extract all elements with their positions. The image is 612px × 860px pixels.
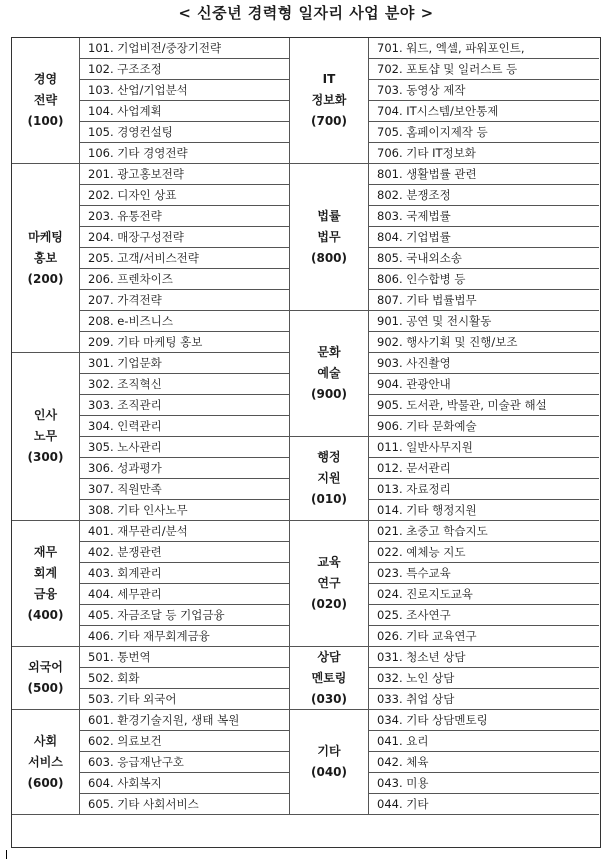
table-row (369, 353, 599, 374)
item-label: 404. 세무관리 (88, 587, 162, 601)
table-row (369, 332, 599, 353)
category-name: 행정 (317, 450, 341, 464)
item-label: 406. 기타 재무회계금융 (88, 629, 210, 643)
table-row (80, 185, 290, 206)
category-cell (290, 164, 369, 311)
category-name: 멘토링 (311, 670, 347, 685)
item-label: 603. 응급재난구호 (88, 755, 184, 769)
item-label: 304. 인력관리 (88, 419, 162, 433)
table-row (80, 311, 290, 332)
table-row (80, 668, 290, 689)
category-name: 전략 (33, 93, 58, 107)
item-label: 405. 자금조달 등 기업금융 (88, 608, 225, 622)
table-row (80, 731, 290, 752)
text-cursor-mark (6, 850, 7, 859)
category-code: (200) (27, 271, 64, 286)
item-label: 806. 인수합병 등 (377, 272, 466, 286)
table-row (369, 311, 599, 332)
category-code: (800) (310, 250, 348, 265)
category-cell (12, 164, 80, 353)
table-row (369, 227, 599, 248)
table-row (80, 164, 290, 185)
table-row (80, 143, 290, 164)
item-label: 904. 관광안내 (377, 377, 451, 391)
item-label: 024. 진로지도교육 (377, 587, 473, 601)
item-label: 203. 유통전략 (88, 209, 162, 223)
item-label: 801. 생활법률 관련 (377, 167, 477, 181)
table-row (80, 80, 290, 101)
item-label: 705. 홈페이지제작 등 (377, 125, 488, 139)
item-label: 805. 국내외소송 (377, 251, 462, 265)
item-label: 303. 조직관리 (88, 398, 162, 412)
item-label: 902. 행사기획 및 진행/보조 (377, 335, 518, 349)
category-name: 법률 (317, 208, 341, 223)
table-row (369, 710, 599, 731)
table-row (369, 164, 599, 185)
category-code: (400) (27, 607, 64, 622)
table-row (369, 80, 599, 101)
item-label: 102. 구조조정 (88, 62, 162, 76)
category-name: 연구 (317, 576, 341, 590)
category-cell (290, 647, 369, 710)
table-row (80, 227, 290, 248)
item-label: 043. 미용 (377, 776, 429, 790)
item-label: 201. 광고홍보전략 (88, 167, 184, 181)
table-row (80, 416, 290, 437)
item-label: 501. 통번역 (88, 650, 151, 664)
table-row (369, 143, 599, 164)
table-row (369, 122, 599, 143)
table-row (369, 773, 599, 794)
item-label: 903. 사진촬영 (377, 356, 451, 370)
category-cell (12, 647, 80, 710)
table-row (80, 395, 290, 416)
category-name: 인사 (33, 408, 58, 422)
item-label: 704. IT시스템/보안통제 (377, 104, 499, 118)
item-label: 202. 디자인 상표 (88, 188, 177, 202)
item-label: 103. 산업/기업분석 (88, 83, 188, 97)
item-label: 033. 취업 상담 (377, 692, 455, 706)
category-name: 금융 (33, 586, 58, 601)
item-label: 906. 기타 문화예술 (377, 419, 477, 433)
item-label: 012. 문서관리 (377, 461, 451, 475)
item-label: 105. 경영컨설팅 (88, 125, 173, 139)
category-name: 외국어 (28, 660, 63, 674)
item-label: 701. 워드, 엑셀, 파워포인트, (377, 41, 525, 55)
table-row (369, 38, 599, 59)
category-name: 재무 (33, 544, 58, 559)
table-row (80, 479, 290, 500)
item-label: 042. 체육 (377, 755, 429, 769)
table-row (80, 437, 290, 458)
table-row (369, 374, 599, 395)
table-row (80, 290, 290, 311)
category-name: 홍보 (33, 250, 58, 265)
category-name: 사회 (33, 733, 58, 748)
item-label: 804. 기업법률 (377, 230, 451, 244)
table-row (80, 332, 290, 353)
item-label: 106. 기타 경영전략 (88, 146, 188, 160)
table-row (80, 563, 290, 584)
item-label: 706. 기타 IT정보화 (377, 146, 476, 160)
category-name: IT (322, 72, 336, 86)
table-row (369, 563, 599, 584)
item-label: 601. 환경기술지원, 생태 복원 (88, 713, 240, 727)
item-label: 031. 청소년 상담 (377, 650, 466, 664)
table-row (369, 626, 599, 647)
table-row (369, 185, 599, 206)
item-label: 044. 기타 (377, 797, 429, 811)
table-row (369, 668, 599, 689)
item-label: 901. 공연 및 전시활동 (377, 314, 492, 328)
category-cell (290, 521, 369, 647)
category-name: 예술 (317, 366, 341, 380)
category-name: 마케팅 (28, 229, 63, 244)
category-name: 회계 (33, 565, 58, 580)
item-label: 905. 도서관, 박물관, 미술관 해설 (377, 398, 547, 412)
table-row (80, 101, 290, 122)
table-row (80, 521, 290, 542)
table-row (369, 479, 599, 500)
table-row (80, 122, 290, 143)
item-label: 307. 직원만족 (88, 482, 162, 496)
category-cell (290, 710, 369, 815)
category-name: 서비스 (28, 754, 63, 769)
table-row (80, 374, 290, 395)
table-row (369, 689, 599, 710)
category-code: (700) (310, 114, 348, 128)
table-row (80, 206, 290, 227)
table-row (80, 353, 290, 374)
item-label: 402. 분쟁관련 (88, 545, 162, 559)
item-label: 026. 기타 교육연구 (377, 629, 477, 643)
item-label: 308. 기타 인사노무 (88, 503, 188, 517)
item-label: 032. 노인 상담 (377, 671, 455, 685)
table-row (80, 605, 290, 626)
table-row (369, 290, 599, 311)
category-code: (900) (310, 387, 348, 401)
item-label: 014. 기타 행정지원 (377, 503, 477, 517)
category-code: (600) (27, 775, 64, 790)
table-row (369, 584, 599, 605)
category-cell (290, 437, 369, 521)
table-row (369, 794, 599, 815)
item-label: 034. 기타 상담멘토링 (377, 713, 488, 727)
item-label: 022. 예체능 지도 (377, 545, 466, 559)
table-row (80, 248, 290, 269)
item-label: 605. 기타 사회서비스 (88, 797, 199, 811)
job-field-table (11, 37, 601, 848)
category-name: 노무 (33, 429, 58, 443)
item-label: 011. 일반사무지원 (377, 440, 473, 454)
item-label: 803. 국제법률 (377, 209, 451, 223)
item-label: 205. 고객/서비스전략 (88, 251, 199, 265)
table-row (80, 59, 290, 80)
category-name: 교육 (317, 555, 341, 569)
item-label: 502. 회화 (88, 671, 140, 685)
table-row (80, 269, 290, 290)
table-row (369, 269, 599, 290)
category-code: (100) (27, 114, 64, 128)
category-code: (500) (27, 681, 64, 695)
item-label: 403. 회계관리 (88, 566, 162, 580)
table-row (80, 458, 290, 479)
category-cell (12, 353, 80, 521)
table-row (369, 731, 599, 752)
table-row (369, 647, 599, 668)
item-label: 503. 기타 외국어 (88, 692, 177, 706)
table-row (369, 437, 599, 458)
category-name: 문화 (317, 345, 341, 359)
table-row (369, 395, 599, 416)
item-label: 041. 요리 (377, 734, 429, 748)
table-row (80, 752, 290, 773)
item-label: 208. e-비즈니스 (88, 314, 173, 328)
table-row (369, 416, 599, 437)
table-row (80, 710, 290, 731)
table-row (80, 794, 290, 815)
category-code: (020) (310, 597, 348, 611)
category-name: 경영 (33, 72, 58, 86)
category-cell (12, 710, 80, 815)
item-label: 702. 포토샵 및 일러스트 등 (377, 62, 518, 76)
category-name: 상담 (317, 649, 341, 664)
item-label: 604. 사회복지 (88, 776, 162, 790)
table-row (369, 500, 599, 521)
category-name: 지원 (317, 471, 341, 485)
category-name: 정보화 (311, 93, 347, 107)
table-row (369, 752, 599, 773)
category-code: (030) (310, 691, 348, 706)
item-label: 104. 사업계획 (88, 104, 162, 118)
page-title: < 신중년 경력형 일자리 사업 분야 > (178, 4, 434, 22)
item-label: 204. 매장구성전략 (88, 230, 184, 244)
table-row (369, 521, 599, 542)
table-row (369, 458, 599, 479)
category-code: (040) (310, 765, 348, 779)
table-row (369, 59, 599, 80)
table-row (80, 38, 290, 59)
category-code: (010) (310, 492, 348, 506)
item-label: 023. 특수교육 (377, 566, 451, 580)
table-row (80, 584, 290, 605)
item-label: 305. 노사관리 (88, 440, 162, 454)
table-row (369, 542, 599, 563)
item-label: 101. 기업비전/중장기전략 (88, 41, 222, 55)
table-row (80, 542, 290, 563)
category-code: (300) (27, 450, 64, 464)
table-row (369, 101, 599, 122)
table-row (80, 500, 290, 521)
item-label: 013. 자료정리 (377, 482, 451, 496)
category-cell (290, 311, 369, 437)
table-row (80, 647, 290, 668)
category-cell (12, 38, 80, 164)
item-label: 207. 가격전략 (88, 293, 162, 307)
item-label: 209. 기타 마케팅 홍보 (88, 335, 203, 349)
table-row (80, 626, 290, 647)
item-label: 302. 조직혁신 (88, 377, 162, 391)
item-label: 025. 조사연구 (377, 608, 451, 622)
item-label: 206. 프렌차이즈 (88, 272, 173, 286)
category-name: 법무 (317, 229, 341, 244)
item-label: 703. 동영상 제작 (377, 83, 466, 97)
category-cell (290, 38, 369, 164)
item-label: 807. 기타 법률법무 (377, 293, 477, 307)
table-row (80, 689, 290, 710)
item-label: 306. 성과평가 (88, 461, 162, 475)
table-row (369, 206, 599, 227)
item-label: 301. 기업문화 (88, 356, 162, 370)
item-label: 802. 분쟁조정 (377, 188, 451, 202)
item-label: 021. 초중고 학습지도 (377, 524, 488, 538)
item-label: 602. 의료보건 (88, 734, 162, 748)
item-label: 401. 재무관리/분석 (88, 524, 188, 538)
table-row (80, 773, 290, 794)
table-row (369, 605, 599, 626)
table-row (369, 248, 599, 269)
category-name: 기타 (317, 744, 341, 758)
category-cell (12, 521, 80, 647)
